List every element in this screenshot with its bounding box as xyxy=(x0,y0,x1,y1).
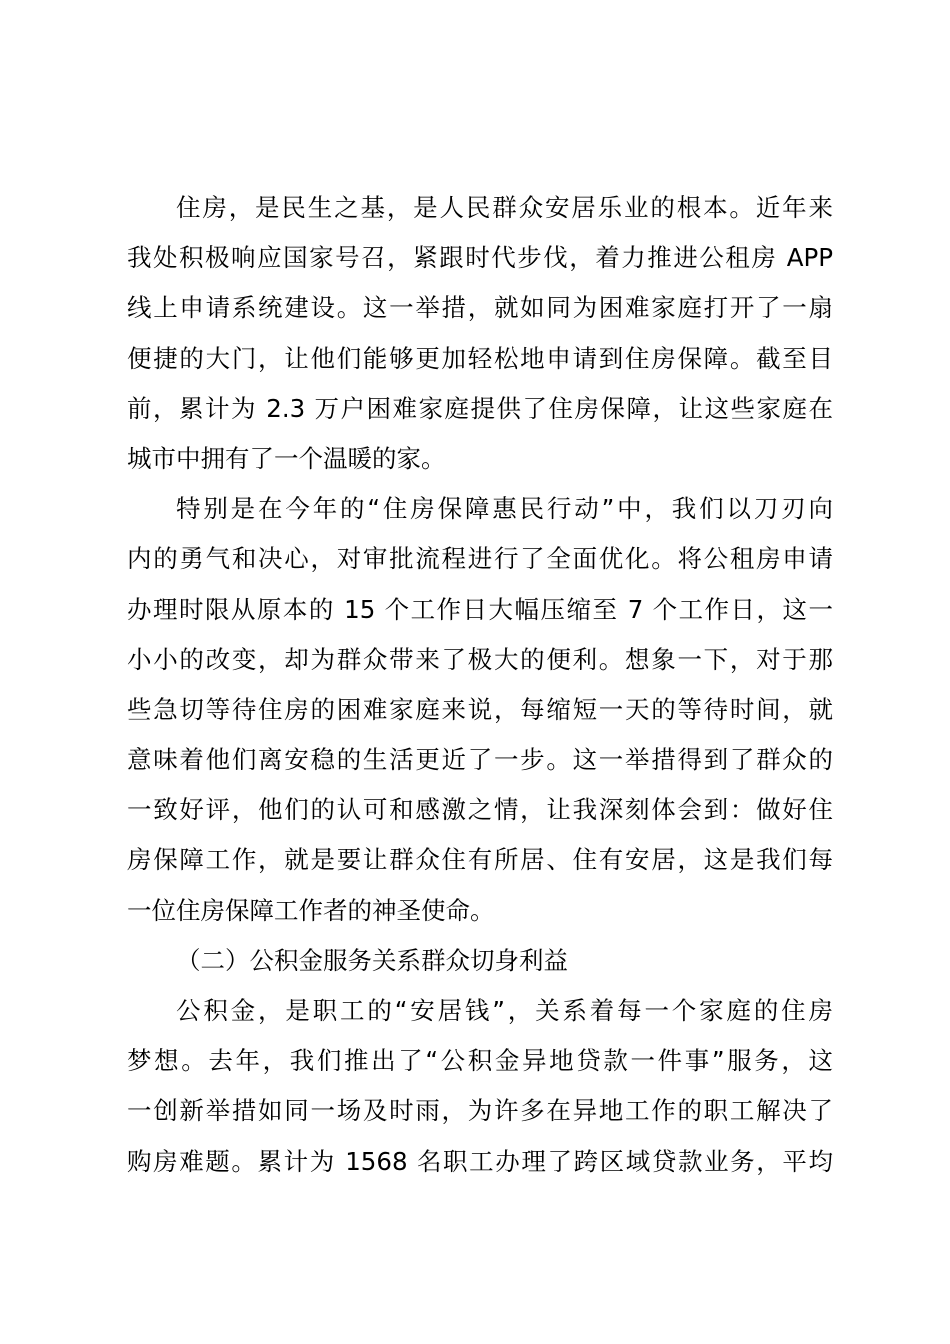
paragraph-provident-fund xyxy=(127,986,833,1187)
text-line: 些急切等待住房的困难家庭来说，每缩短一天的等待时间，就 xyxy=(127,694,833,724)
section-heading xyxy=(127,936,833,986)
text-line: 城市中拥有了一个温暖的家。 xyxy=(127,443,446,473)
text-line: 线上申请系统建设。这一举措，就如同为困难家庭打开了一扇 xyxy=(127,293,833,323)
text-line: 梦想。去年，我们推出了“公积金异地贷款一件事”服务，这 xyxy=(127,1046,833,1076)
text-line: 房保障工作，就是要让群众住有所居、住有安居，这是我们每 xyxy=(127,845,833,875)
text-line: 我处积极响应国家号召，紧跟时代步伐，着力推进公租房 APP xyxy=(127,243,833,273)
text-line: 意味着他们离安稳的生活更近了一步。这一举措得到了群众的 xyxy=(127,745,833,775)
text-line: 公积金，是职工的“安居钱”，关系着每一个家庭的住房 xyxy=(176,996,833,1025)
text-line: 便捷的大门，让他们能够更加轻松地申请到住房保障。截至目 xyxy=(127,343,833,373)
text-line: 内的勇气和决心，对审批流程进行了全面优化。将公租房申请 xyxy=(127,544,833,574)
paragraph-housing-foundation xyxy=(127,183,833,484)
section-heading-text: （二）公积金服务关系群众切身利益 xyxy=(176,945,568,975)
paragraph-housing-action xyxy=(127,484,833,936)
text-line: 特别是在今年的“住房保障惠民行动”中，我们以刀刃向 xyxy=(176,494,833,524)
text-line: 小小的改变，却为群众带来了极大的便利。想象一下，对于那 xyxy=(127,644,833,674)
text-line: 前，累计为 2.3 万户困难家庭提供了住房保障，让这些家庭在 xyxy=(127,393,833,423)
text-line: 住房，是民生之基，是人民群众安居乐业的根本。近年来 xyxy=(176,193,833,222)
text-line: 办理时限从原本的 15 个工作日大幅压缩至 7 个工作日，这一 xyxy=(127,594,833,624)
document-body xyxy=(127,183,833,1187)
text-line: 一创新举措如同一场及时雨，为许多在异地工作的职工解决了 xyxy=(127,1096,833,1126)
text-line: 购房难题。累计为 1568 名职工办理了跨区域贷款业务，平均 xyxy=(127,1146,833,1176)
text-line: 一致好评，他们的认可和感激之情，让我深刻体会到：做好住 xyxy=(127,795,833,825)
text-line: 一位住房保障工作者的神圣使命。 xyxy=(127,895,495,925)
